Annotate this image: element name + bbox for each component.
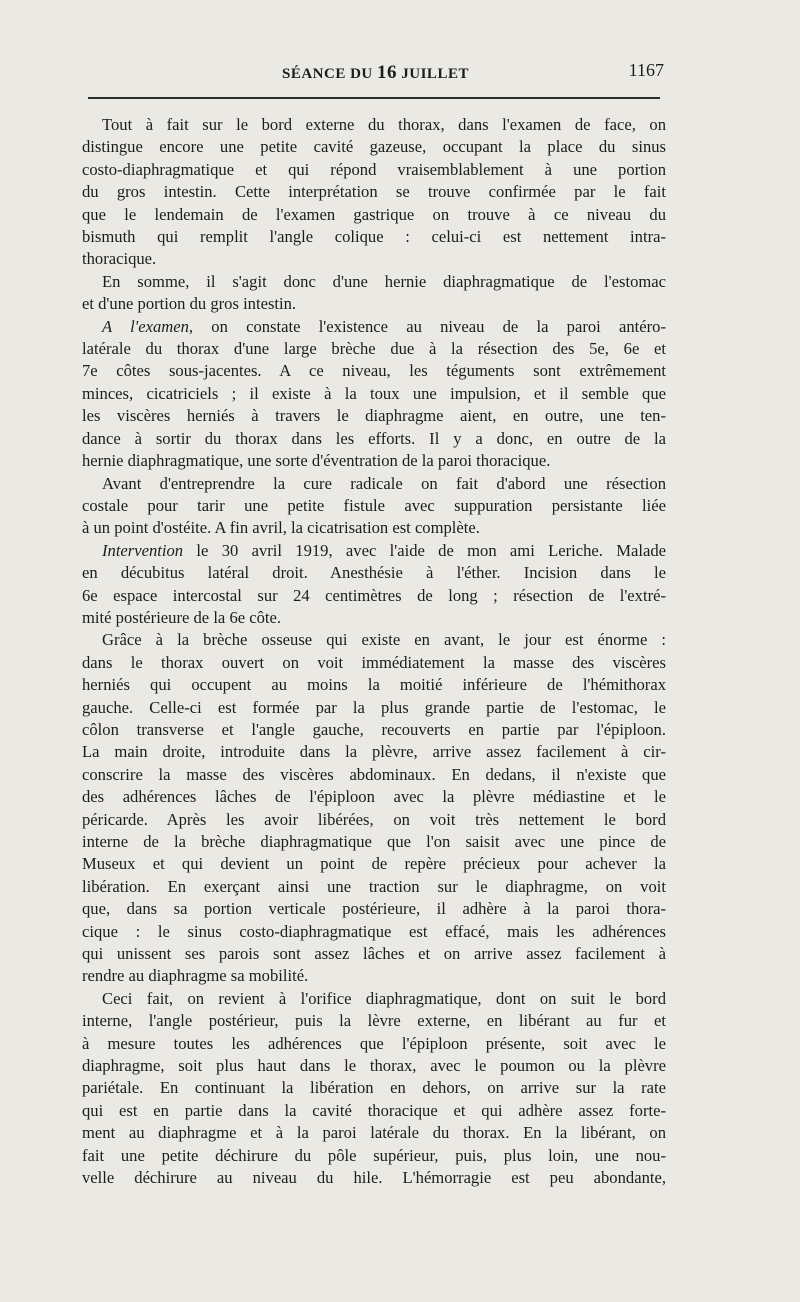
text-line: et d'une portion du gros intestin. [82,294,297,314]
text-line: Avant d'entreprendre la cure radicale on fait d'abord une résection [102,473,666,493]
text-line: les viscères herniés à travers le diaphragme aient, en outre, une ten- [82,406,666,426]
text-line: mité postérieure de la 6e côte. [82,607,282,627]
text-line: en décubitus latéral droit. Anesthésie à l'éther. Incision dans le [82,563,666,583]
text-line: 7e côtes sous-jacentes. A ce niveau, les téguments sont extrêmement [82,361,666,381]
text-line: bismuth qui remplit l'angle colique : celui-ci est nettement intra- [82,227,666,247]
text-line: dans le thorax ouvert on voit immédiatement la masse des viscères [82,652,666,672]
text-line: costale pour tarir une petite fistule avec suppuration persistante liée [82,495,666,515]
text-line: La main droite, introduite dans la plèvre, arrive assez facilement à cir- [82,742,666,762]
text-line: En somme, il s'agit donc d'une hernie diaphragmatique de l'estomac [102,271,666,291]
text-line: qui unissent ses parois sont assez lâches et on arrive assez facilement à [82,944,666,964]
text-line: latérale du thorax d'une large brèche due à la résection des 5e, 6e et [82,339,666,359]
text-line: minces, cicatriciels ; il existe à la toux une impulsion, et il semble que [82,383,666,403]
text-line: Tout à fait sur le bord externe du thorax, dans l'examen de face, on [102,115,666,134]
header-rule [88,97,660,99]
italic-lead: Intervention [102,540,184,560]
page-header [82,58,664,88]
text-line: distingue encore une petite cavité gazeuse, occupant la place du sinus [82,137,666,157]
text-line: que, dans sa portion verticale postérieure, il adhère à la paroi thora- [82,899,666,919]
text-line: herniés qui occupent au moins la moitié inférieure de l'hémithorax [82,675,666,695]
text-line: thoracique. [82,249,157,269]
text-line: pariétale. En continuant la libération en dehors, on arrive sur la rate [82,1078,666,1098]
text-line: diaphragme, soit plus haut dans le thorax, avec le poumon ou la plèvre [82,1056,666,1076]
running-title: SÉANCE DU 16 JUILLET [282,62,469,83]
text-line: fait une petite déchirure du pôle supérieur, puis, plus loin, une nou- [82,1145,666,1165]
text-line: Grâce à la brèche osseuse qui existe en avant, le jour est énorme : [102,630,666,650]
text-line: que le lendemain de l'examen gastrique on trouve à ce niveau du [82,204,666,224]
text-line: cique : le sinus costo-diaphragmatique est effacé, mais les adhérences [82,921,666,941]
text-line: ment au diaphragme et à la paroi latérale du thorax. En la libérant, on [82,1123,666,1143]
text-line: du gros intestin. Cette interprétation se trouve confirmée par le fait [82,182,666,202]
text-line: Ceci fait, on revient à l'orifice diaphragmatique, dont on suit le bord [102,988,666,1008]
italic-lead: A l'examen, [102,316,194,336]
text-line: hernie diaphragmatique, une sorte d'éventration de la paroi thoracique. [82,451,551,471]
text-line: interne, l'angle postérieur, puis la lèvre externe, en libérant au fur et [82,1011,666,1031]
text-line: A l'examen, on constate l'existence au niveau de la paroi antéro- [102,316,666,336]
text-line: interne de la brèche diaphragmatique que l'on saisit avec une pince de [82,832,666,851]
text-line: Museux et qui devient un point de repère précieux pour achever la [82,854,666,874]
text-line: péricarde. Après les avoir libérées, on voit très nettement le bord [82,809,666,829]
text-line: conscrire la masse des viscères abdominaux. En dedans, il n'existe que [82,764,666,784]
text-line: côlon transverse et l'angle gauche, recouverts en partie par l'épiploon. [82,719,666,739]
text-line: Intervention le 30 avril 1919, avec l'aide de mon ami Leriche. Malade [102,540,666,560]
text-line: à un point d'ostéite. A fin avril, la cicatrisation est complète. [82,518,480,538]
page-number: 1167 [628,60,664,80]
text-line: qui est en partie dans la cavité thoracique et qui adhère assez forte- [82,1100,666,1120]
text-line: libération. En exerçant ainsi une traction sur le diaphragme, on voit [82,876,666,896]
text-line: gauche. Celle-ci est formée par la plus grande partie de l'estomac, le [82,697,666,717]
text-line: costo-diaphragmatique et qui répond vraisemblablement à une portion [82,159,666,179]
text-line: 6e espace intercostal sur 24 centimètres de long ; résection de l'extré- [82,585,666,605]
text-line: des adhérences lâches de l'épiploon avec la plèvre médiastine et le [82,787,666,807]
text-line: rendre au diaphragme sa mobilité. [82,966,309,986]
text-line: dance à sortir du thorax dans les efforts. Il y a donc, en outre de la [82,428,666,448]
text-line: velle déchirure au niveau du hile. L'hémorragie est peu abondante, [82,1168,666,1188]
text-line: à mesure toutes les adhérences que l'épiploon présente, soit avec le [82,1033,666,1053]
body-text [82,114,666,1190]
